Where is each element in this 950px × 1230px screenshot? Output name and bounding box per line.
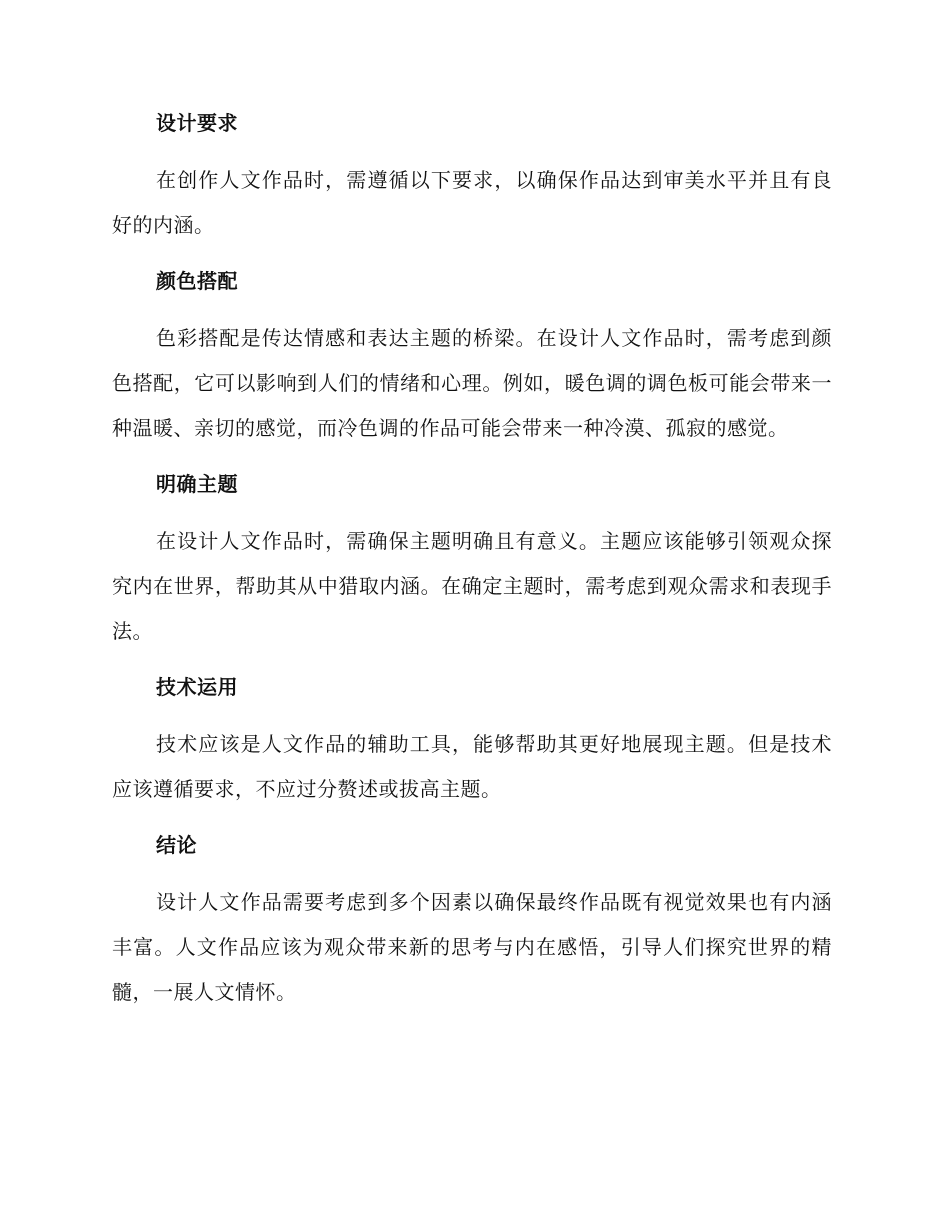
section-heading: 设计要求 [156,111,238,135]
section-technology-use [112,672,832,812]
document-page [112,108,832,1033]
section-paragraph: 色彩搭配是传达情感和表达主题的桥梁。在设计人文作品时，需考虑到颜色搭配，它可以影响到人们的情绪和心理。例如，暖色调的调色板可能会带来一种温暖、亲切的感觉，而冷色调的作品可能会带来一种冷漠、孤寂的感觉。 [112,326,832,440]
section-conclusion [112,830,832,1015]
section-heading: 技术运用 [156,675,238,699]
section-paragraph: 设计人文作品需要考虑到多个因素以确保最终作品既有视觉效果也有内涵丰富。人文作品应该为观众带来新的思考与内在感悟，引导人们探究世界的精髓，一展人文情怀。 [112,890,832,1004]
section-paragraph: 在设计人文作品时，需确保主题明确且有意义。主题应该能够引领观众探究内在世界，帮助其从中猎取内涵。在确定主题时，需考虑到观众需求和表现手法。 [112,529,832,643]
section-heading: 明确主题 [156,472,238,496]
section-paragraph: 技术应该是人文作品的辅助工具，能够帮助其更好地展现主题。但是技术应该遵循要求，不应过分赘述或拔高主题。 [112,732,832,801]
section-heading: 颜色搭配 [156,269,238,293]
section-paragraph: 在创作人文作品时，需遵循以下要求，以确保作品达到审美水平并且有良好的内涵。 [112,168,832,237]
section-color-matching [112,266,832,451]
section-heading: 结论 [156,833,197,857]
section-design-requirements [112,108,832,248]
section-clear-theme [112,469,832,654]
